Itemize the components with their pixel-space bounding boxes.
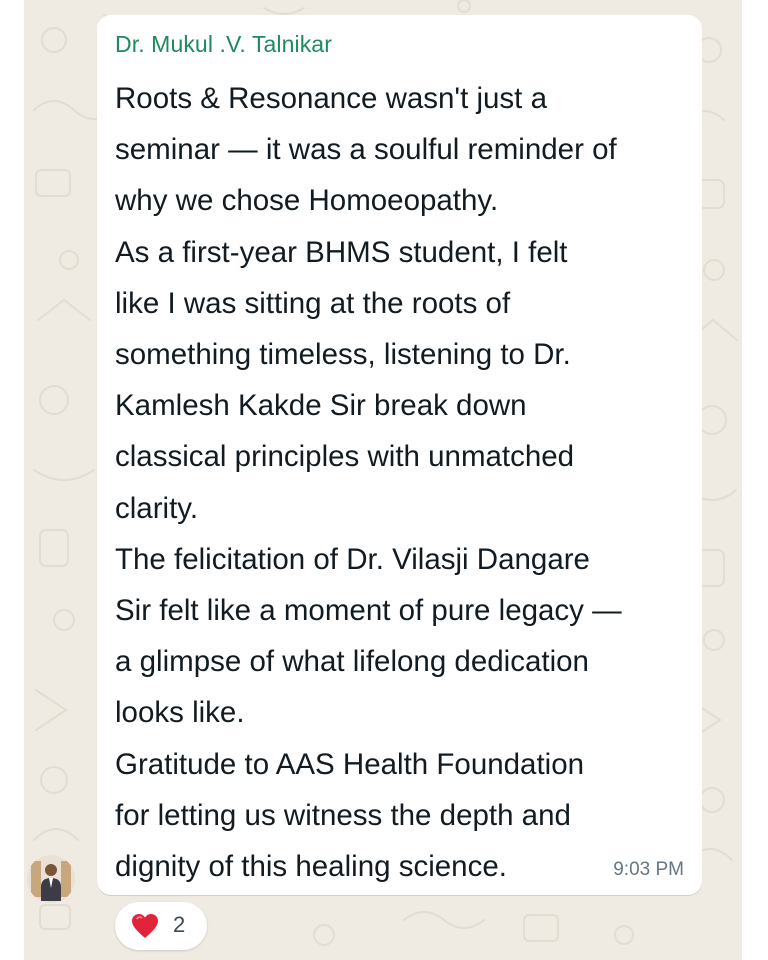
message-timestamp: 9:03 PM	[613, 859, 684, 880]
reaction-count: 2	[173, 912, 186, 937]
message-bubble[interactable]	[97, 15, 702, 895]
reaction-pill[interactable]	[115, 902, 207, 950]
sender-name[interactable]: Dr. Mukul .V. Talnikar	[115, 31, 332, 57]
red-heart-icon	[131, 913, 159, 939]
message-text: Roots & Resonance wasn't just a seminar — it was a soulful reminder of why we chose Homoeopathy. As a first-year BHMS student, I felt like I was sitting at the roots of something timeless, listening to Dr. Kamlesh Kakde Sir break down classical principles with unmatched clarity. The felicitation of Dr. Vilasji Dangare Sir felt like a moment of pure legacy — a glimpse of what lifelong dedication looks like. Gratitude to AAS Health Foundation for letting us witness the depth and dignity of this healing science.	[115, 82, 622, 884]
sender-avatar[interactable]	[27, 855, 75, 903]
person-avatar-icon	[27, 855, 75, 903]
